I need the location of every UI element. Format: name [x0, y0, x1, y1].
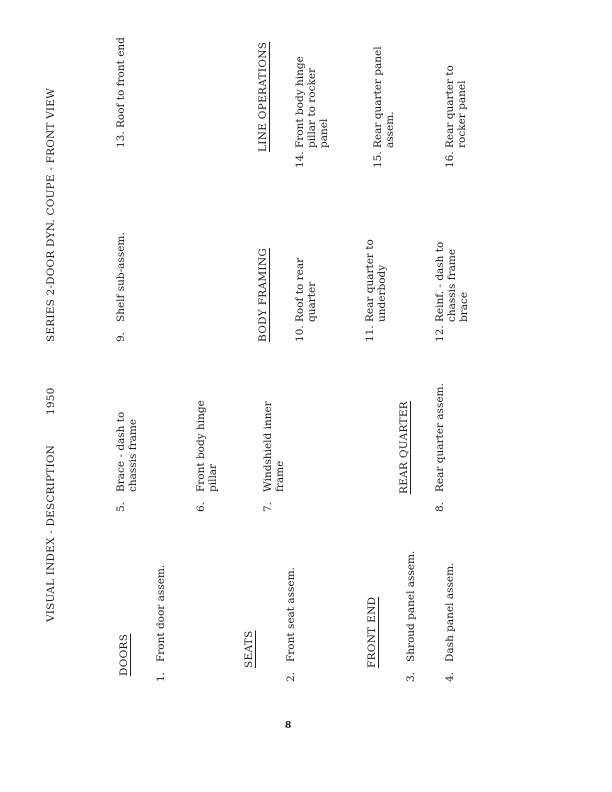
section-heading-seats: SEATS [243, 630, 255, 668]
section-heading-doors: DOORS [118, 633, 130, 676]
list-item-9: 9.Shelf sub-assem. [115, 232, 127, 342]
series-title: SERIES 2-DOOR DYN. COUPE - FRONT VIEW [45, 87, 57, 342]
section-heading-front-end: FRONT END [366, 596, 378, 668]
list-item-14: 14. Front body hinge pillar to rocker panel [294, 56, 330, 168]
list-item-10: 10. Roof to rear quarter [294, 257, 318, 342]
list-item-12: 12. Reinf. - dash to chassis frame brace [434, 241, 470, 342]
list-item-6: 6. Front body hinge pillar [195, 400, 219, 512]
section-heading-rear-quarter: REAR QUARTER [398, 400, 410, 494]
list-item-3: 3.Shroud panel assem. [405, 550, 417, 682]
list-item-5: 5. Brace - dash to chassis frame [115, 411, 139, 512]
list-item-13: 13.Roof to front end [115, 37, 127, 148]
list-item-4: 4.Dash panel assem. [444, 562, 456, 682]
section-heading-line-operations: LINE OPERATIONS [257, 41, 269, 152]
list-item-8: 8.Rear quarter assem. [434, 383, 446, 512]
list-item-15: 15. Rear quarter panel assem. [372, 46, 396, 168]
list-item-11: 11. Rear quarter to underbody [364, 239, 388, 342]
visual-index-title: VISUAL INDEX - DESCRIPTION [45, 444, 57, 622]
list-item-16: 16. Rear quarter to rocker panel [444, 65, 468, 168]
list-item-7: 7. Windshield inner frame [262, 401, 286, 512]
year-label: 1950 [45, 387, 57, 415]
page-number: 8 [285, 721, 292, 731]
list-item-2: 2.Front seat assem. [285, 567, 297, 682]
section-heading-body-framing: BODY FRAMING [257, 247, 269, 342]
list-item-1: 1.Front door assem. [155, 564, 167, 682]
